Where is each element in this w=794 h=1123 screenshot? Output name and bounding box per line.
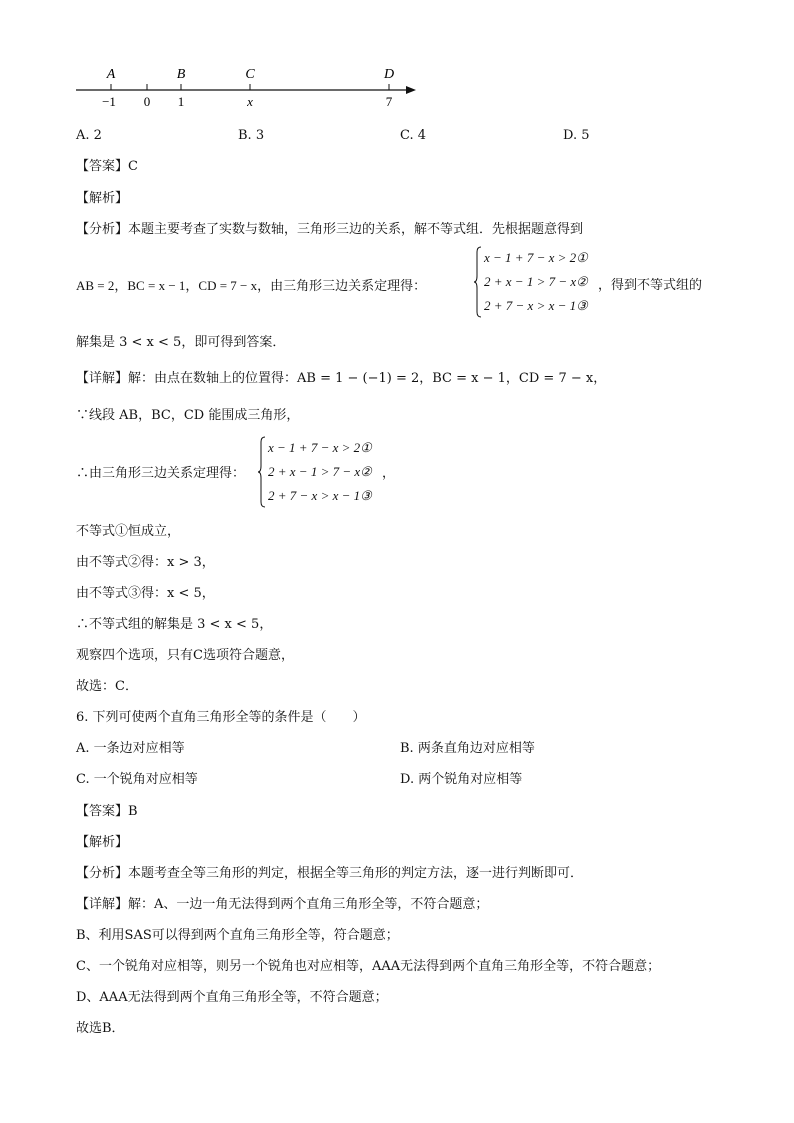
q5-fenxi-line2-post: ，得到不等式组的 bbox=[598, 278, 703, 293]
q5-choice-a[interactable]: A. 2 bbox=[76, 128, 102, 143]
tick-label-x: x bbox=[247, 94, 253, 109]
q6-choice-c[interactable]: C. 一个锐角对应相等 bbox=[76, 772, 198, 787]
tick-label-0: 0 bbox=[143, 94, 151, 109]
q5-therefore-post: ， bbox=[382, 466, 396, 481]
q5-step-2: 由不等式②得：x > 3， bbox=[76, 555, 215, 570]
q6-stem: 6. 下列可使两个直角三角形全等的条件是（ ） bbox=[76, 710, 366, 725]
q5-step-6: 故选：C． bbox=[76, 679, 138, 694]
q6-choice-a[interactable]: A. 一条边对应相等 bbox=[76, 741, 185, 756]
q5-step-3: 由不等式③得：x < 5， bbox=[76, 586, 215, 601]
q6-choice-b[interactable]: B. 两条直角边对应相等 bbox=[400, 741, 535, 756]
q5-because: ∵线段 AB，BC，CD 能围成三角形， bbox=[76, 408, 300, 423]
point-label-b: B bbox=[176, 67, 186, 82]
q6-line-4: D、AAA无法得到两个直角三角形全等，不符合题意； bbox=[76, 990, 388, 1005]
q6-jiexi-heading: 【解析】 bbox=[76, 835, 129, 850]
q6-choice-d[interactable]: D. 两个锐角对应相等 bbox=[400, 772, 523, 787]
tick-label-neg1: −1 bbox=[102, 94, 116, 109]
point-label-a: A bbox=[106, 67, 116, 82]
q5-step-4: ∴不等式组的解集是 3 < x < 5， bbox=[76, 617, 273, 632]
brace bbox=[258, 436, 266, 508]
q5-fenxi-line2-pre: AB = 2，BC = x − 1，CD = 7 − x，由三角形三边关系定理得： bbox=[76, 278, 427, 293]
number-line bbox=[70, 60, 430, 115]
q5-fenxi-line3: 解集是 3 < x < 5，即可得到答案． bbox=[76, 335, 286, 350]
q6-line-3: C、一个锐角对应相等，则另一个锐角也对应相等，AAA无法得到两个直角三角形全等，不符合题意； bbox=[76, 959, 661, 974]
point-label-c: C bbox=[245, 67, 255, 82]
tick-label-7: 7 bbox=[385, 94, 393, 109]
q5-choice-d[interactable]: D. 5 bbox=[563, 128, 590, 143]
q6-line-5: 故选B． bbox=[76, 1021, 125, 1036]
q5-xiangjie: 【详解】解：由点在数轴上的位置得：AB = 1 − (−1) = 2，BC = x − 1，CD = 7 − x， bbox=[76, 371, 607, 386]
q5-step-5: 观察四个选项，只有C选项符合题意， bbox=[76, 648, 294, 663]
system-row-3: 2 + 7 − x > x − 1③ bbox=[268, 488, 372, 503]
q6-fenxi: 【分析】本题考查全等三角形的判定，根据全等三角形的判定方法，逐一进行判断即可． bbox=[76, 866, 584, 881]
system-row-2: 2 + x − 1 > 7 − x② bbox=[268, 464, 372, 479]
brace bbox=[474, 246, 482, 318]
system-row-1: x − 1 + 7 − x > 2① bbox=[484, 250, 588, 265]
tick-label-1: 1 bbox=[177, 94, 185, 109]
q5-choice-c[interactable]: C. 4 bbox=[400, 128, 427, 143]
q6-answer: 【答案】B bbox=[76, 804, 138, 819]
q5-fenxi: 【分析】本题主要考查了实数与数轴，三角形三边的关系，解不等式组．先根据题意得到 bbox=[76, 222, 584, 237]
number-line-arrow bbox=[406, 86, 416, 94]
q5-therefore-pre: ∴由三角形三边关系定理得： bbox=[76, 466, 246, 481]
system-row-1: x − 1 + 7 − x > 2① bbox=[268, 440, 372, 455]
q5-step-1: 不等式①恒成立， bbox=[76, 524, 181, 539]
q6-line-1: 【详解】解：A、一边一角无法得到两个直角三角形全等，不符合题意； bbox=[76, 897, 489, 912]
system-row-3: 2 + 7 − x > x − 1③ bbox=[484, 298, 588, 313]
q5-answer: 【答案】C bbox=[76, 159, 138, 174]
q5-jiexi-heading: 【解析】 bbox=[76, 191, 129, 206]
q5-xiangjie-inequality-system bbox=[258, 436, 458, 508]
q5-choice-b[interactable]: B. 3 bbox=[238, 128, 265, 143]
system-row-2: 2 + x − 1 > 7 − x② bbox=[484, 274, 588, 289]
point-label-d: D bbox=[383, 67, 395, 82]
q6-line-2: B、利用SAS可以得到两个直角三角形全等，符合题意； bbox=[76, 928, 399, 943]
